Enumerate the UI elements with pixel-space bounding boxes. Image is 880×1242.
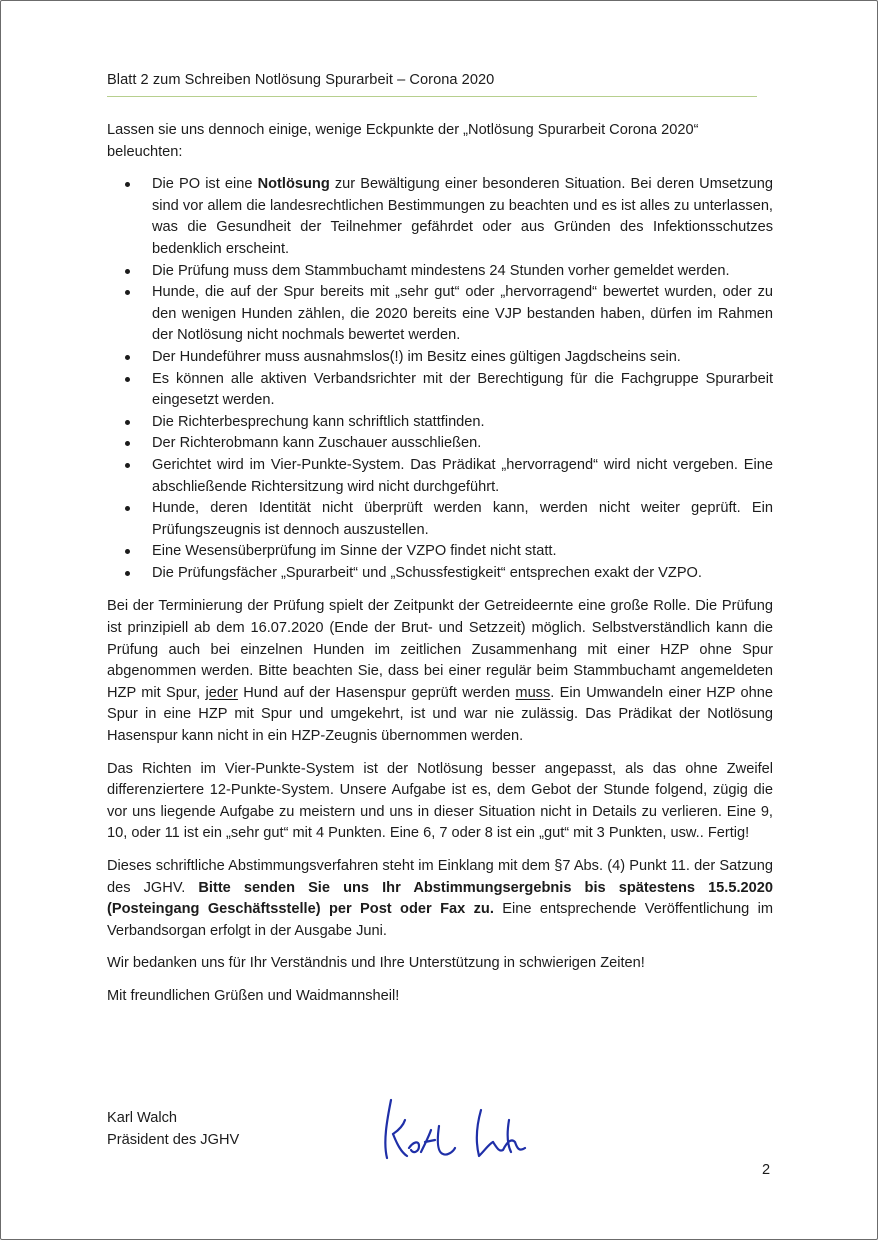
page-header: Blatt 2 zum Schreiben Notlösung Spurarbeit – Corona 2020	[107, 72, 495, 88]
thanks-line: Wir bedanken uns für Ihr Verständnis und Ihre Unterstützung in schwierigen Zeiten!	[107, 955, 645, 972]
bullet-icon	[125, 377, 130, 382]
bullet-icon	[125, 420, 130, 425]
handwritten-signature	[369, 1090, 539, 1180]
list-item: Eine Wesensüberprüfung im Sinne der VZPO findet nicht statt.	[107, 541, 773, 563]
bullet-icon	[125, 182, 130, 187]
list-item: Die PO ist eine Notlösung zur Bewältigung einer besonderen Situation. Bei deren Umsetzung sind vor allem die landesrechtlichen Bestimmungen zu beachten und es ist alles zu unterlassen, was die Gesundheit der Teilnehmer gefährdet oder aus Gründen des Infektionsschutzes bedenklich erscheint.	[107, 174, 773, 260]
bullet-icon	[125, 463, 130, 468]
list-item: Der Hundeführer muss ausnahmslos(!) im Besitz eines gültigen Jagdscheins sein.	[107, 347, 773, 369]
intro-paragraph: Lassen sie uns dennoch einige, wenige Eckpunkte der „Notlösung Spurarbeit Corona 2020“ beleuchten:	[107, 122, 699, 160]
list-item: Es können alle aktiven Verbandsrichter mit der Berechtigung für die Fachgruppe Spurarbeit eingesetzt werden.	[107, 369, 773, 412]
paragraph-terminierung: Bei der Terminierung der Prüfung spielt der Zeitpunkt der Getreideernte eine große Rolle. Die Prüfung ist prinzipiell ab dem 16.07.2020 (Ende der Brut- und Setzzeit) möglich. Selbstverständlich kann die Prüfung auch bei einzelnen Hunden im zeitlichen Zusammenhang mit einer HZP ohne Spur abgenommen werden. Bitte beachten Sie, dass bei einer regulär beim Stammbuchamt angemeldeten HZP mit Spur, jeder Hund auf der Hasenspur geprüft werden muss. Ein Umwandeln einer HZP ohne Spur in eine HZP mit Spur und umgekehrt, ist und war nie zulässig. Das Prädikat der Notlösung Hasenspur kann nicht in ein HZP-Zeugnis übernommen werden.	[107, 598, 773, 745]
list-item: Der Richterobmann kann Zuschauer ausschließen.	[107, 433, 773, 455]
bullet-icon	[125, 571, 130, 576]
header-rule	[107, 96, 757, 97]
paragraph-vier-punkte: Das Richten im Vier-Punkte-System ist der Notlösung besser angepasst, als das ohne Zweifel differenziertere 12-Punkte-System. Unsere Aufgabe ist es, dem Gebot der Stunde folgend, zügig die vor uns liegende Aufgabe zu meistern und uns in dieser Situation nicht in Details zu verlieren. Eine 9, 10, oder 11 ist ein „sehr gut“ mit 4 Punkten. Eine 6, 7 oder 8 ist ein „gut“ mit 3 Punkten, usw.. Fertig!	[107, 760, 773, 842]
list-item: Die Richterbesprechung kann schriftlich stattfinden.	[107, 412, 773, 434]
bullet-icon	[125, 441, 130, 446]
signer-role: Präsident des JGHV	[107, 1131, 240, 1148]
list-item: Die Prüfung muss dem Stammbuchamt mindestens 24 Stunden vorher gemeldet werden.	[107, 261, 773, 283]
list-item: Hunde, deren Identität nicht überprüft werden kann, werden nicht weiter geprüft. Ein Prüfungszeugnis ist dennoch auszustellen.	[107, 498, 773, 541]
list-item: Hunde, die auf der Spur bereits mit „sehr gut“ oder „hervorragend“ bewertet wurden, oder zu den wenigen Hunden zählen, die 2020 bereits eine VJP bestanden haben, dürfen im Rahmen der Notlösung nicht nochmals bewertet werden.	[107, 282, 773, 347]
underlined-jeder: jeder	[205, 684, 238, 701]
bullet-icon	[125, 355, 130, 360]
signer-block	[107, 1108, 239, 1151]
emphasis-notloesung: Notlösung	[257, 176, 330, 193]
emphasis-deadline: Bitte senden Sie uns Ihr Abstimmungsergebnis bis spätestens 15.5.2020 (Posteingang Geschäftsstelle) per Post oder Fax zu.	[107, 879, 773, 918]
bullet-icon	[125, 506, 130, 511]
key-points-list	[107, 174, 773, 584]
bullet-icon	[125, 549, 130, 554]
signer-name: Karl Walch	[107, 1110, 178, 1126]
list-item: Gerichtet wird im Vier-Punkte-System. Das Prädikat „hervorragend“ wird nicht vergeben. Eine abschließende Richtersitzung wird nicht durchgeführt.	[107, 455, 773, 498]
bullet-icon	[125, 269, 130, 274]
list-item: Die Prüfungsfächer „Spurarbeit“ und „Schussfestigkeit“ entsprechen exakt der VZPO.	[107, 563, 773, 585]
underlined-muss: muss	[515, 684, 551, 701]
letter-body	[107, 120, 773, 1008]
bullet-icon	[125, 290, 130, 295]
page-number: 2	[762, 1162, 771, 1178]
paragraph-abstimmung: Dieses schriftliche Abstimmungsverfahren steht im Einklang mit dem §7 Abs. (4) Punkt 11. der Satzung des JGHV. Bitte senden Sie uns Ihr Abstimmungsergebnis bis spätestens 15.5.2020 (Posteingang Geschäftsstelle) per Post oder Fax zu. Eine entsprechende Veröffentlichung im Verbandsorgan erfolgt in der Ausgabe Juni.	[107, 858, 773, 939]
closing-line: Mit freundlichen Grüßen und Waidmannsheil!	[107, 987, 400, 1004]
